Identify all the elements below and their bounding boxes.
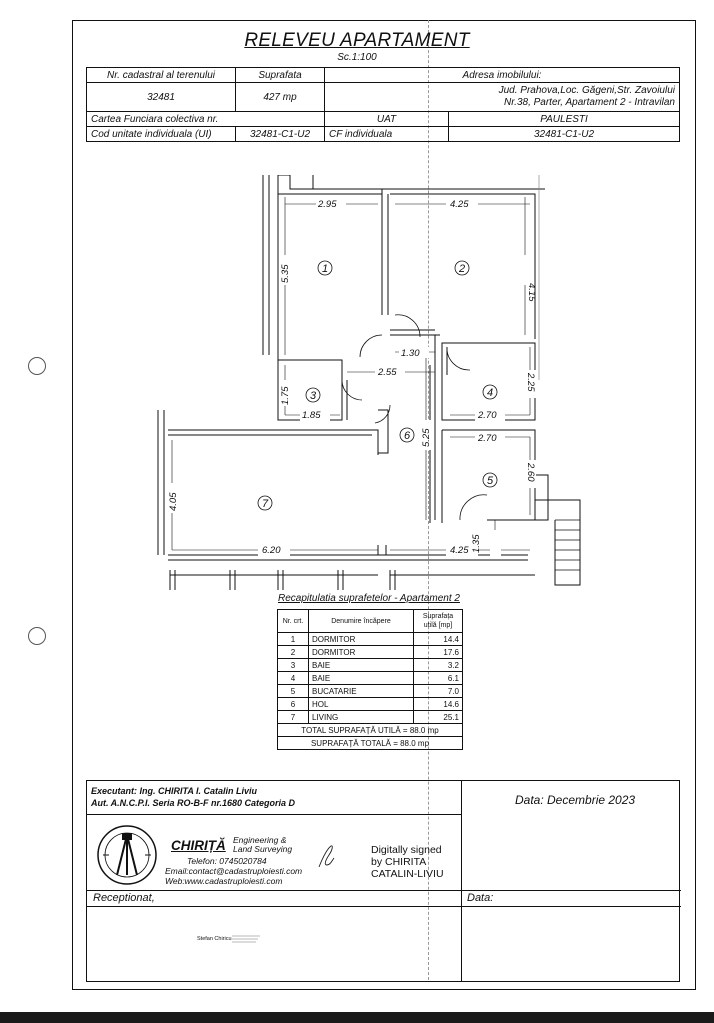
scan-edge (0, 1012, 714, 1023)
stamp-text-icon (232, 934, 262, 944)
company-web: Web:www.cadastruploiesti.com (165, 876, 283, 886)
table-row (278, 672, 463, 685)
row-nr: 7 (278, 711, 309, 724)
dimension-label: 4.25 (450, 199, 469, 210)
room-number: 7 (261, 498, 269, 510)
company-tagline-1: Engineering & (233, 835, 287, 845)
cf-individuala-label: CF individuala (325, 127, 449, 142)
row-area: 14.6 (414, 698, 463, 711)
col-name: Denumire încăpere (309, 610, 414, 633)
total-util: TOTAL SUPRAFAȚĂ UTILĂ = 88.0 mp (278, 724, 463, 737)
surveyor-logo-icon (95, 823, 159, 887)
room-number: 4 (486, 387, 494, 399)
punch-hole-icon (28, 627, 46, 645)
dimension-label: 5.25 (421, 428, 432, 447)
total-surface: SUPRAFAȚĂ TOTALĂ = 88.0 mp (278, 737, 463, 750)
uat-label: UAT (325, 112, 449, 127)
date-label: Data: Decembrie 2023 (515, 793, 636, 807)
title-block (86, 780, 680, 982)
page-title: RELEVEU APARTAMENT (244, 30, 470, 51)
row-nr: 3 (278, 659, 309, 672)
data-label: Data: (467, 892, 494, 904)
dimension-label: 1.85 (302, 410, 321, 421)
dimension-label: 2.95 (318, 199, 337, 210)
row-area: 6.1 (414, 672, 463, 685)
address-line-1: Jud. Prahova,Loc. Găgeni,Str. Zavoiului (498, 85, 675, 96)
dimension-label: 1.30 (401, 348, 420, 359)
room-number: 1 (321, 263, 329, 275)
row-area: 14.4 (414, 633, 463, 646)
surface-value: 427 mp (236, 83, 325, 112)
company-phone: Telefon: 0745020784 (187, 856, 267, 866)
cf-colectiva-label: Cartea Funciara colectiva nr. (87, 112, 325, 127)
punch-hole-icon (28, 357, 46, 375)
company-name: CHIRIȚĂ (171, 838, 226, 853)
dimension-label: 2.60 (525, 463, 536, 482)
surface-label: Suprafata (236, 68, 325, 83)
cad-value: 32481 (87, 83, 236, 112)
row-area: 7.0 (414, 685, 463, 698)
table-row (278, 633, 463, 646)
row-nr: 2 (278, 646, 309, 659)
dimension-label: 4.05 (168, 492, 179, 511)
dimension-label: 2.70 (478, 410, 497, 421)
stamp-name: Stefan Chiricu (197, 936, 232, 942)
row-name: BAIE (309, 672, 414, 685)
uat-value: PAULESTI (449, 112, 680, 127)
address-line-2: Nr.38, Parter, Apartament 2 - Intravilan (503, 97, 675, 108)
company-tagline-2: Land Surveying (233, 844, 293, 854)
property-info-table (86, 67, 680, 142)
cad-label: Nr. cadastral al terenului (87, 68, 236, 83)
dimension-label: 6.20 (262, 545, 281, 556)
dimension-label: 4.25 (450, 545, 469, 556)
table-row (278, 698, 463, 711)
dimension-label: 4.15 (526, 283, 537, 302)
floor-plan (150, 175, 590, 590)
digital-signature-line-1: Digitally signed (371, 844, 442, 856)
row-area: 17.6 (414, 646, 463, 659)
table-row (278, 711, 463, 724)
executant-line: Executant: Ing. CHIRITA I. Catalin Liviu (91, 786, 258, 796)
dimension-label: 1.35 (471, 534, 482, 553)
row-nr: 5 (278, 685, 309, 698)
table-row (278, 685, 463, 698)
recap-title: Recapitulatia suprafetelor - Apartament 2 (278, 593, 460, 604)
table-row (278, 659, 463, 672)
col-nr: Nr. crt. (278, 610, 309, 633)
dimension-label: 2.25 (525, 373, 536, 392)
digital-signature-line-2: by CHIRITA (371, 856, 427, 868)
dimension-label: 1.75 (280, 386, 291, 405)
address-label: Adresa imobilului: (325, 68, 680, 83)
row-name: LIVING (309, 711, 414, 724)
row-name: DORMITOR (309, 633, 414, 646)
col-area: Suprafața utilă [mp] (414, 610, 463, 633)
row-name: DORMITOR (309, 646, 414, 659)
row-nr: 6 (278, 698, 309, 711)
row-area: 25.1 (414, 711, 463, 724)
dimension-label: 2.70 (478, 433, 497, 444)
dimension-label: 5.35 (280, 264, 291, 283)
digital-signature-line-3: CATALIN-LIVIU (371, 868, 444, 880)
row-name: BAIE (309, 659, 414, 672)
company-email: Email:contact@cadastruploiesti.com (165, 866, 303, 876)
signature-icon (315, 843, 337, 871)
receptionat-label: Receptionat, (93, 892, 155, 904)
dimension-label: 2.55 (378, 367, 397, 378)
cf-individuala-value: 32481-C1-U2 (449, 127, 680, 142)
wall (263, 175, 269, 355)
cod-ui-value: 32481-C1-U2 (236, 127, 325, 142)
row-name: BUCATARIE (309, 685, 414, 698)
room-number: 2 (458, 263, 466, 275)
room-number: 3 (309, 390, 317, 402)
authorization-line: Aut. A.N.C.P.I. Seria RO-B-F nr.1680 Categoria D (91, 798, 296, 808)
room-number: 5 (486, 475, 494, 487)
recap-table (277, 609, 463, 750)
row-nr: 4 (278, 672, 309, 685)
scale-label: Sc.1:100 (337, 52, 377, 63)
row-area: 3.2 (414, 659, 463, 672)
row-name: HOL (309, 698, 414, 711)
row-nr: 1 (278, 633, 309, 646)
cod-ui-label: Cod unitate individuala (UI) (87, 127, 236, 142)
table-row (278, 646, 463, 659)
room-number: 6 (403, 430, 411, 442)
